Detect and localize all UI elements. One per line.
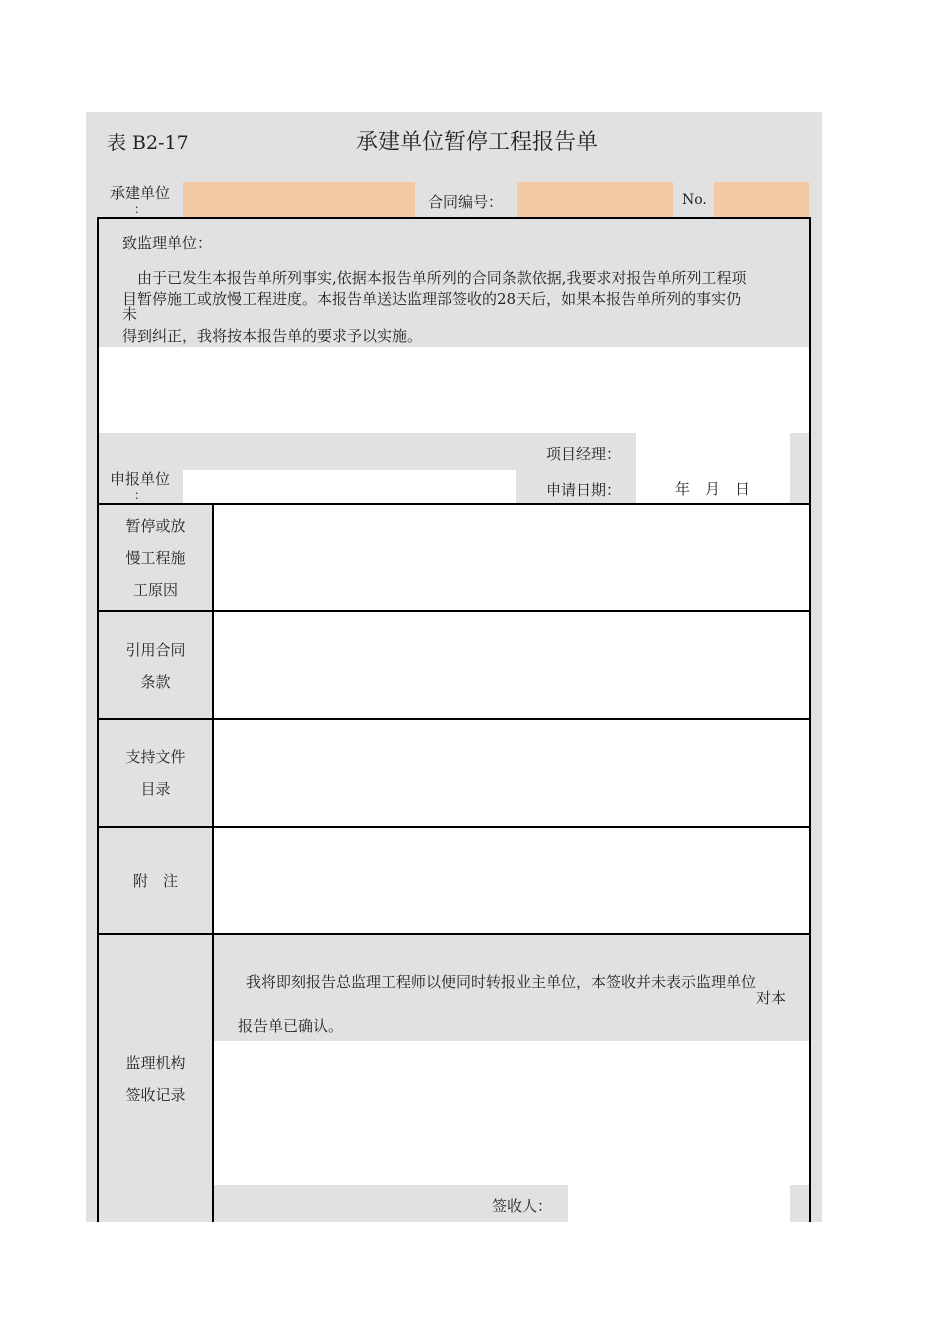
intro-blank-area: [99, 347, 809, 433]
reason-label: 暂停或放 慢工程施 工原因: [125, 516, 186, 599]
supervisor-statement-line-1: 我将即刻报告总监理工程师以便同时转报业主单位，本签收并未表示监理单位: [246, 973, 757, 991]
contract-no-label: 合同编号：: [428, 193, 504, 211]
row-divider-5: [97, 933, 811, 935]
remarks-content[interactable]: [213, 827, 809, 934]
row-divider-4: [97, 826, 811, 828]
no-label: No.: [682, 192, 707, 208]
intro-line-4: 得到纠正，我将按本报告单的要求予以实施。: [122, 327, 423, 345]
contractor-field[interactable]: [183, 182, 415, 217]
docs-content[interactable]: [213, 720, 809, 826]
contract-no-field[interactable]: [517, 182, 673, 217]
form-title: 承建单位暂停工程报告单: [356, 130, 599, 155]
supervisor-record-label: 监理机构 签收记录: [125, 1053, 186, 1104]
supervisor-statement-line-3: 报告单已确认。: [238, 1017, 344, 1035]
supervisor-statement-line-2: 对本: [756, 989, 787, 1007]
intro-line-1: 由于已发生本报告单所列事实,依据本报告单所列的合同条款依据,我要求对报告单所列工程项: [137, 269, 747, 287]
docs-label: 支持文件 目录: [125, 748, 186, 798]
row-divider-3: [97, 718, 811, 720]
clause-content[interactable]: [213, 612, 809, 719]
signer-label: 签收人：: [492, 1197, 553, 1215]
project-manager-label: 项目经理：: [546, 445, 622, 463]
to-supervisor-label: 致监理单位：: [122, 234, 213, 252]
row-divider-1: [97, 503, 811, 505]
form-code: 表 B2-17: [107, 132, 189, 154]
clause-label: 引用合同 条款: [125, 640, 186, 691]
table-border-top: [97, 217, 811, 219]
intro-line-2: 目暂停施工或放慢工程进度。本报告单送达监理部签收的28天后，如果本报告单所列的事实仍: [122, 290, 742, 308]
reason-content[interactable]: [213, 504, 809, 611]
contractor-label: 承建单位 ：: [109, 184, 170, 216]
remarks-label: 附 注: [132, 871, 178, 890]
row-divider-2: [97, 610, 811, 612]
apply-date-label: 申请日期：: [546, 481, 622, 499]
no-field[interactable]: [714, 182, 809, 217]
applicant-unit-label: 申报单位 ：: [109, 470, 170, 502]
apply-date-value: 年 月 日: [675, 480, 751, 498]
column-divider: [212, 503, 214, 1222]
applicant-unit-field[interactable]: [183, 470, 516, 503]
intro-line-3: 未: [122, 305, 138, 323]
signer-field[interactable]: [568, 1185, 790, 1222]
supervisor-sign-area[interactable]: [213, 1041, 809, 1185]
